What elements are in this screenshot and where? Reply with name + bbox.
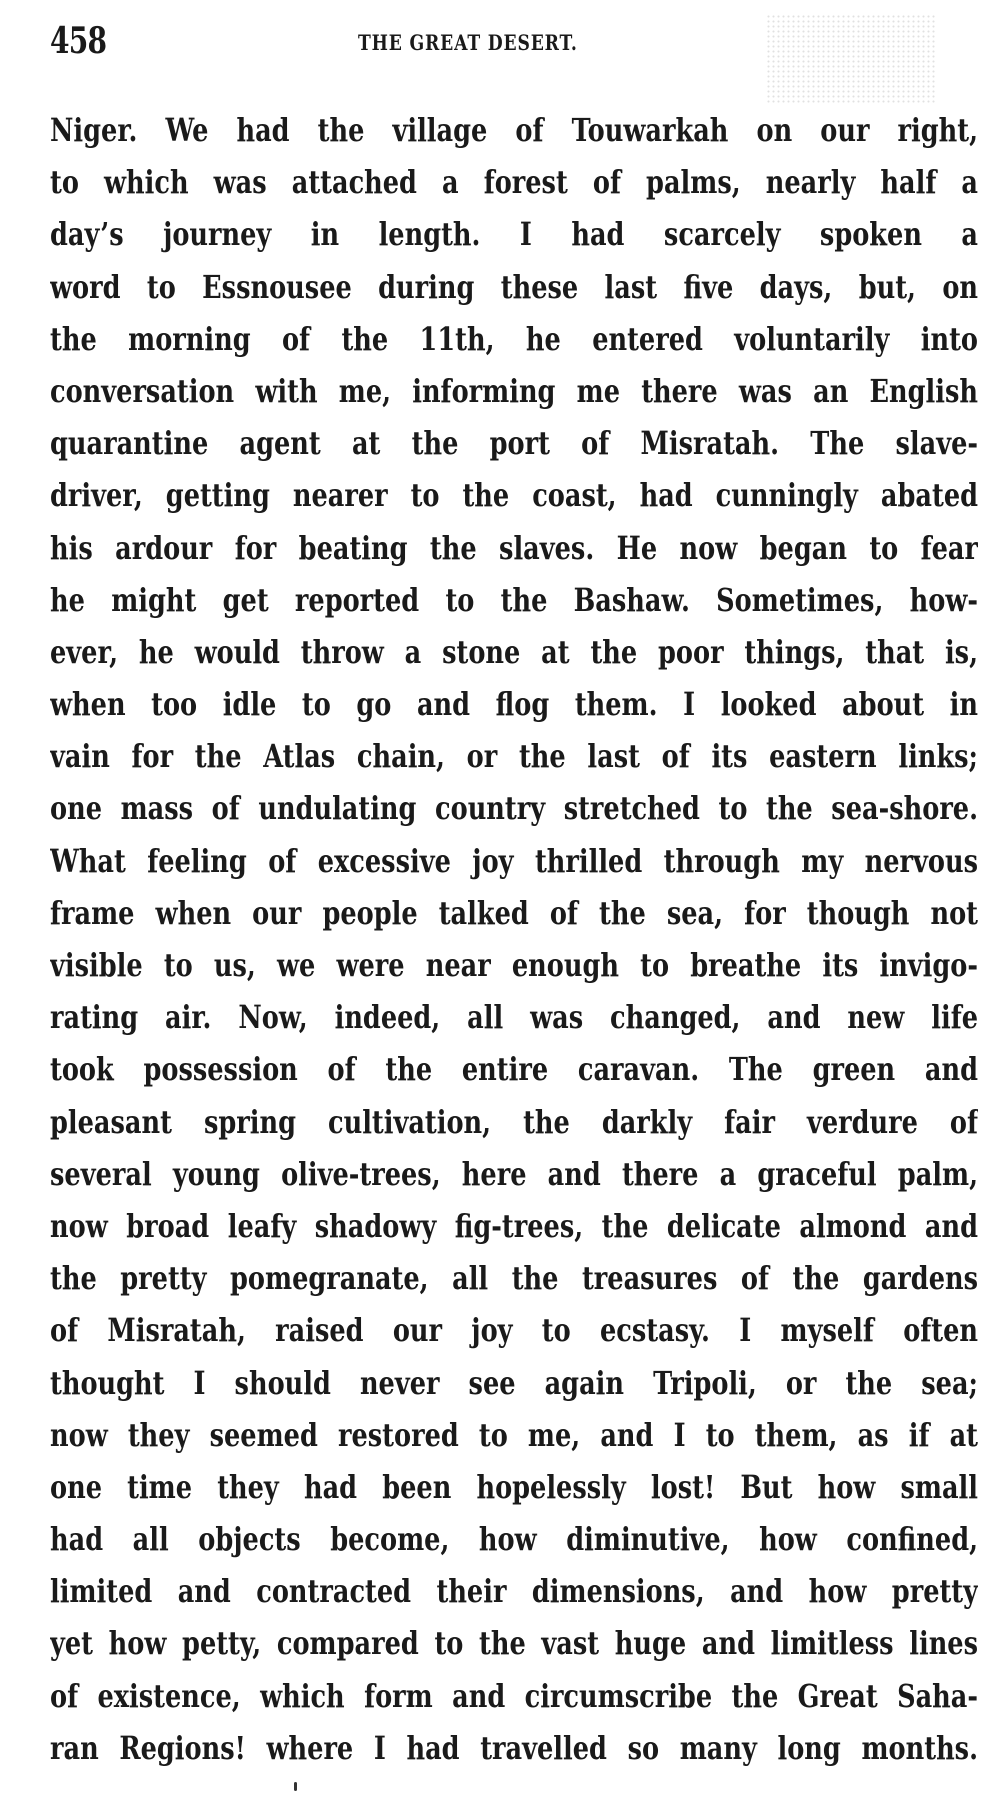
text-line-content: of existence, which form and circumscribe the Great Saha- [50, 1676, 978, 1715]
text-line [50, 1409, 980, 1461]
page-number: 458 [50, 20, 107, 62]
text-line [50, 1670, 980, 1722]
text-line [50, 835, 980, 887]
text-line-content: several young olive-trees, here and there a graceful palm, [50, 1154, 978, 1193]
text-line [50, 782, 980, 834]
text-line-content: driver, getting nearer to the coast, had cunningly abated [50, 476, 978, 515]
text-line [50, 1200, 980, 1252]
text-line-content: of Misratah, raised our joy to ecstasy. I myself often [50, 1311, 978, 1350]
text-line [50, 208, 980, 260]
text-line-content: he might get reported to the Bashaw. Sometimes, how- [50, 580, 978, 619]
text-line [50, 1148, 980, 1200]
text-line-content: the morning of the 11th, he entered voluntarily into [50, 319, 978, 358]
text-line-content: conversation with me, informing me there was an English [50, 371, 978, 410]
text-line-content: rating air. Now, indeed, all was changed, and new life [50, 998, 978, 1037]
text-line [50, 1252, 980, 1304]
text-line-content: Niger. We had the village of Touwarkah on our right, [50, 111, 978, 149]
body-text [50, 104, 980, 1774]
text-line-content: pleasant spring cultivation, the darkly fair verdure of [50, 1102, 978, 1141]
text-line [50, 1357, 980, 1409]
scan-noise-smudge [766, 14, 936, 104]
text-line-content: the pretty pomegranate, all the treasures of the gardens [50, 1259, 978, 1298]
text-line [50, 313, 980, 365]
text-line [50, 939, 980, 991]
text-line-content: word to Essnousee during these last five days, but, on [50, 267, 978, 306]
text-line-content: now broad leafy shadowy fig-trees, the delicate almond and [50, 1206, 978, 1245]
text-line [50, 1722, 980, 1774]
text-line [50, 574, 980, 626]
text-line-content: yet how petty, compared to the vast huge and limitless lines [50, 1624, 978, 1663]
text-line [50, 522, 980, 574]
running-title: THE GREAT DESERT. [358, 30, 578, 55]
text-line-content: ran Regions! where I had travelled so many long months. [50, 1728, 978, 1767]
text-line-content: thought I should never see again Tripoli, or the sea; [50, 1363, 978, 1402]
text-line [50, 887, 980, 939]
text-line [50, 1461, 980, 1513]
text-line-content: one mass of undulating country stretched to the sea-shore. [50, 789, 978, 828]
text-line [50, 1513, 980, 1565]
text-line-content: took possession of the entire caravan. The green and [50, 1050, 978, 1089]
text-line [50, 1096, 980, 1148]
text-line [50, 1304, 980, 1356]
text-line-content: to which was attached a forest of palms, nearly half a [50, 163, 978, 202]
ink-speck [294, 1782, 297, 1791]
text-line-content: visible to us, we were near enough to breathe its invigo- [50, 946, 978, 984]
text-line [50, 261, 980, 313]
text-line [50, 156, 980, 208]
text-line-content: What feeling of excessive joy thrilled through my nervous [50, 841, 978, 880]
text-line-content: limited and contracted their dimensions, and how pretty [50, 1572, 978, 1611]
text-line [50, 1617, 980, 1669]
text-line [50, 365, 980, 417]
running-header [46, 14, 980, 74]
text-line-content: vain for the Atlas chain, or the last of its eastern links; [50, 737, 978, 776]
text-line-content: one time they had been hopelessly lost! But how small [50, 1467, 978, 1506]
text-line-content: frame when our people talked of the sea, for though not [50, 893, 978, 932]
text-line-content: his ardour for beating the slaves. He now began to fear [50, 528, 978, 567]
text-line-content: had all objects become, how diminutive, how confined, [50, 1520, 978, 1559]
text-line-content: when too idle to go and flog them. I looked about in [50, 685, 978, 724]
text-line [50, 730, 980, 782]
text-line-content: now they seemed restored to me, and I to them, as if at [50, 1415, 978, 1454]
text-line-content: ever, he would throw a stone at the poor things, that is, [50, 632, 978, 671]
text-line-content: quarantine agent at the port of Misratah. The slave- [50, 424, 978, 463]
text-line [50, 678, 980, 730]
text-line [50, 626, 980, 678]
text-line [50, 104, 980, 156]
text-line-content: day’s journey in length. I had scarcely spoken a [50, 215, 978, 254]
text-line [50, 469, 980, 521]
text-line [50, 1043, 980, 1095]
text-line [50, 1565, 980, 1617]
text-line [50, 991, 980, 1043]
text-line [50, 417, 980, 469]
